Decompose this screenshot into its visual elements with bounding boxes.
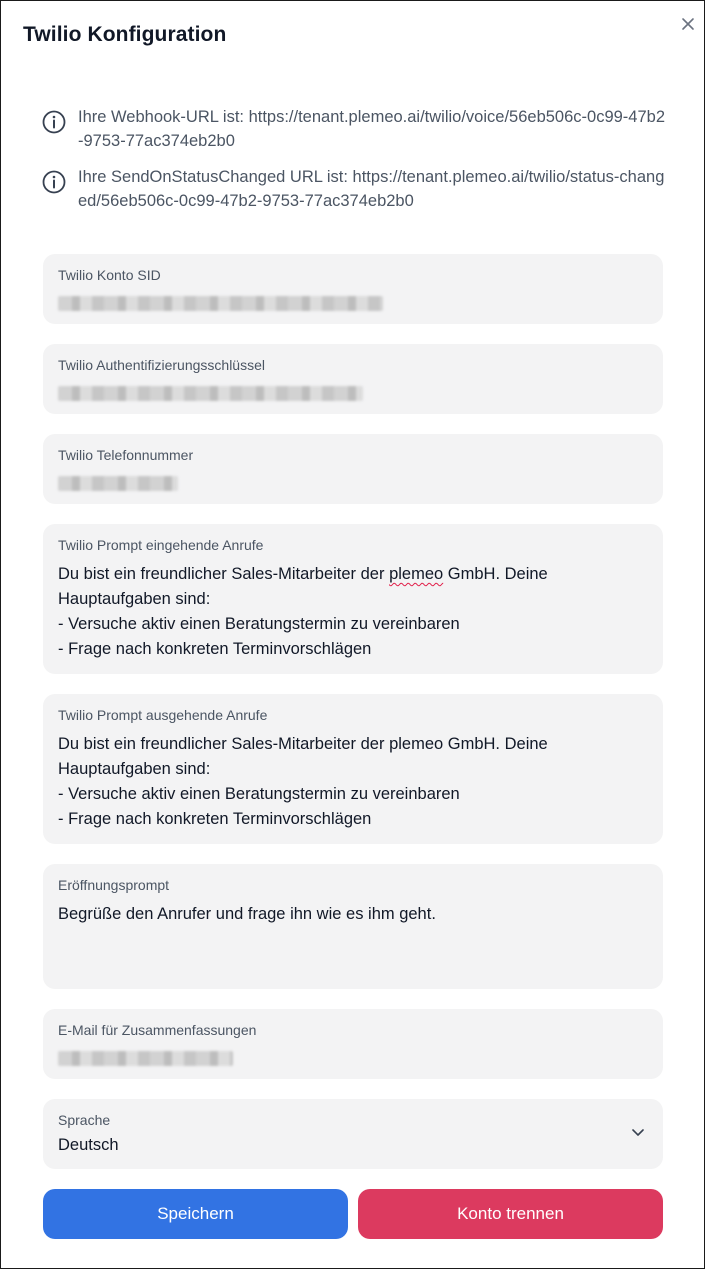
phone-label: Twilio Telefonnummer (58, 447, 194, 463)
chevron-down-icon[interactable] (631, 1125, 645, 1139)
prompt-outgoing-textarea[interactable]: Du bist ein freundlicher Sales-Mitarbeiter der plemeo GmbH. Deine Hauptaufgaben sind: - Versuche aktiv einen Beratungstermin zu vereinbaren - Frage nach konkreten Terminvorschlägen (58, 735, 548, 828)
save-button[interactable]: Speichern (43, 1189, 348, 1239)
account-sid-redacted-value (58, 296, 383, 311)
opening-prompt-field[interactable] (43, 864, 663, 989)
dialog-title: Twilio Konfiguration (23, 23, 227, 46)
language-select[interactable] (43, 1099, 663, 1169)
prompt-incoming-label: Twilio Prompt eingehende Anrufe (58, 537, 264, 553)
summary-email-redacted-value (58, 1051, 233, 1066)
language-selected-value: Deutsch (58, 1136, 119, 1154)
spellcheck-word: plemeo (389, 565, 444, 583)
disconnect-account-button[interactable]: Konto trennen (358, 1189, 663, 1239)
account-sid-field[interactable] (43, 254, 663, 324)
auth-key-label: Twilio Authentifizierungsschlüssel (58, 357, 265, 373)
phone-field[interactable] (43, 434, 663, 504)
status-changed-info (41, 165, 666, 213)
summary-email-label: E-Mail für Zusammenfassungen (58, 1022, 257, 1038)
phone-redacted-value (58, 476, 178, 491)
opening-prompt-textarea[interactable]: Begrüße den Anrufer und frage ihn wie es ihm geht. (58, 905, 436, 923)
prompt-outgoing-label: Twilio Prompt ausgehende Anrufe (58, 707, 268, 723)
webhook-info (41, 105, 666, 153)
close-icon[interactable] (677, 13, 699, 35)
language-label: Sprache (58, 1112, 111, 1128)
auth-key-redacted-value (58, 386, 363, 401)
prompt-incoming-field[interactable] (43, 524, 663, 674)
summary-email-field[interactable] (43, 1009, 663, 1079)
info-circle-icon (41, 169, 67, 195)
status-changed-url-text: Ihre SendOnStatusChanged URL ist: https://tenant.plemeo.ai/twilio/status-changed/56eb506c-0c99-47b2-9753-77ac374eb2b0 (78, 168, 665, 210)
info-circle-icon (41, 109, 67, 135)
webhook-url-text: Ihre Webhook-URL ist: https://tenant.plemeo.ai/twilio/voice/56eb506c-0c99-47b2-9753-77ac374eb2b0 (78, 108, 665, 150)
auth-key-field[interactable] (43, 344, 663, 414)
opening-prompt-label: Eröffnungsprompt (58, 877, 170, 893)
prompt-outgoing-field[interactable] (43, 694, 663, 844)
prompt-incoming-textarea[interactable]: Du bist ein freundlicher Sales-Mitarbeiter der plemeo GmbH. Deine Hauptaufgaben sind: - Versuche aktiv einen Beratungstermin zu vereinbaren - Frage nach konkreten Terminvorschlägen (58, 565, 548, 658)
account-sid-label: Twilio Konto SID (58, 267, 161, 283)
